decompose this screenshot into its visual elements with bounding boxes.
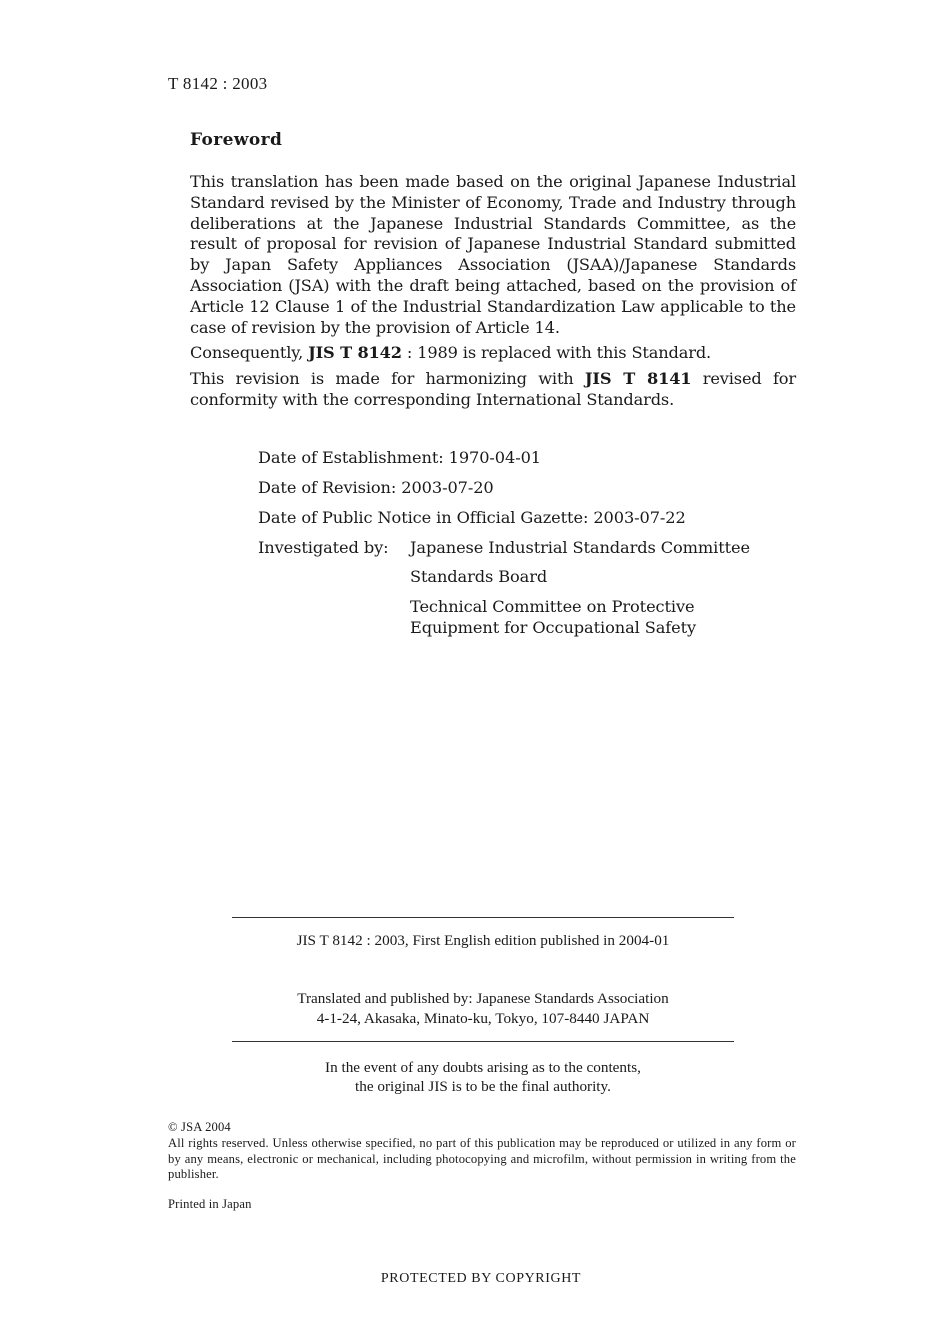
date-public-notice: Date of Public Notice in Official Gazette: 2003-07-22	[258, 508, 686, 527]
copyright-line: © JSA 2004	[168, 1120, 231, 1134]
date-establishment: Date of Establishment: 1970-04-01	[258, 448, 541, 467]
copyright-footer: PROTECTED BY COPYRIGHT	[380, 1271, 582, 1286]
publisher-address: 4-1-24, Akasaka, Minato-ku, Tokyo, 107-8440 JAPAN	[316, 1010, 650, 1027]
edition-note: JIS T 8142 : 2003, First English edition published in 2004-01	[296, 932, 670, 949]
paragraph-2-suffix: : 1989 is replaced with this Standard.	[401, 343, 712, 362]
standard-ref-related: JIS T 8141	[584, 369, 692, 388]
investigated-by-committee: Japanese Industrial Standards Committee	[410, 538, 751, 557]
investigated-label: Investigated by:	[258, 538, 389, 557]
foreword-paragraph-3	[190, 369, 796, 411]
investigated-by-board: Standards Board	[410, 567, 548, 586]
date-revision: Date of Revision: 2003-07-20	[258, 478, 494, 497]
foreword-paragraph-1: This translation has been made based on the original Japanese Industrial Standard revised by the Minister of Economy, Trade and Industry through deliberations at the Japanese Industrial Standards Committee, as the result of proposal for revision of Japanese Industrial Standard submitted by Japan Safety Appliances Association (JSAA)/Japanese Standards Association (JSA) with the draft being attached, based on the provision of Article 12 Clause 1 of the Industrial Standardization Law applicable to the case of revision by the provision of Article 14.	[190, 172, 796, 337]
foreword-heading: Foreword	[190, 130, 283, 150]
standard-ref-old: JIS T 8142	[308, 343, 402, 362]
paragraph-3-suffix: revised for conformity with the corresponding International Standards.	[190, 369, 796, 409]
authority-note-line-1: In the event of any doubts arising as to the contents,	[325, 1059, 641, 1076]
printed-in-note: Printed in Japan	[168, 1197, 252, 1211]
divider-top	[232, 917, 734, 918]
document-code: T 8142 : 2003	[168, 74, 268, 93]
divider-bottom	[232, 1041, 734, 1042]
publisher-line: Translated and published by: Japanese Standards Association	[297, 990, 669, 1007]
authority-note-line-2: the original JIS is to be the final authority.	[355, 1078, 611, 1095]
paragraph-2-prefix: Consequently,	[190, 343, 309, 362]
rights-reserved-text: All rights reserved. Unless otherwise specified, no part of this publication may be reproduced or utilized in any form or by any means, electronic or mechanical, including photocopying and microfilm, without permission in writing from the publisher.	[168, 1136, 796, 1182]
investigated-by-technical-committee: Technical Committee on Protective Equipment for Occupational Safety	[410, 597, 697, 637]
paragraph-3-prefix: This revision is made for harmonizing with	[190, 369, 585, 388]
foreword-paragraph-2	[190, 343, 796, 364]
